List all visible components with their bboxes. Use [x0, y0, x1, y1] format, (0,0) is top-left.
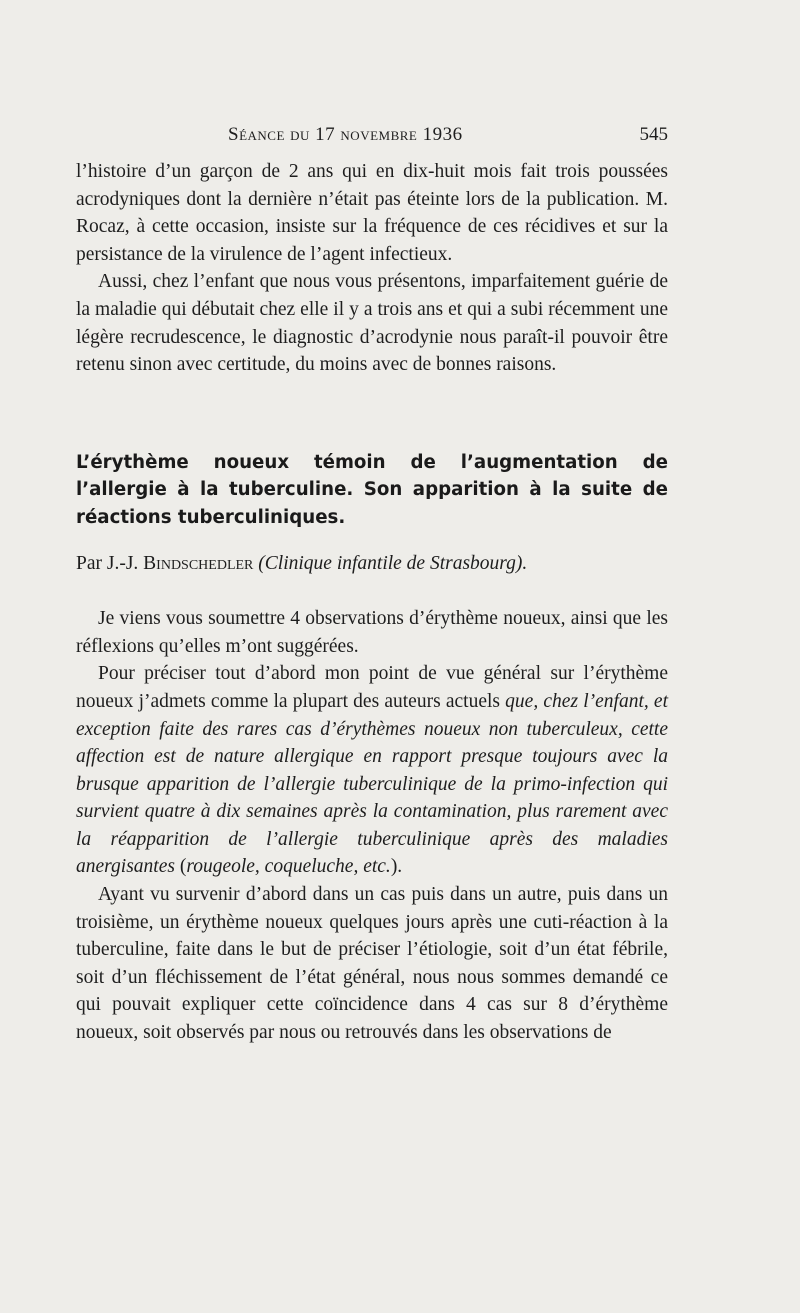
page-number: 545 — [639, 124, 668, 145]
running-head-title: Séance du 17 novembre 1936 — [228, 124, 463, 145]
author-name: J.-J. Bindschedler — [106, 552, 254, 574]
viewpoint-start: Pour préciser tout d’abord mon point de vue général sur l’érythème noueux j’admets comme la plupart des auteurs actuels — [76, 663, 668, 712]
page — [76, 120, 668, 1047]
viewpoint-examples: rougeole, coqueluche, etc. — [186, 856, 391, 878]
byline — [76, 550, 668, 578]
paragraph-observations: Ayant vu survenir d’abord dans un cas puis dans un autre, puis dans un troisième, un érythème noueux quelques jours après une cuti-réaction à la tuberculine, faite dans le but de préciser l’étiologie, soit d’un état fébrile, soit d’un fléchissement de l’état général, nous nous sommes demandé ce qui pouvait expliquer cette coïncidence dans 4 cas sur 8 d’érythème noueux, soit observés par nous ou retrouvés dans les observations de — [76, 884, 668, 1044]
article-title: L’érythème noueux témoin de l’augmentation de l’allergie à la tuberculine. Son apparition à la suite de réactions tuberculiniques. — [76, 451, 668, 528]
author-affiliation: (Clinique infantile de Strasbourg). — [258, 552, 528, 574]
viewpoint-italic: que, chez l’enfant, et exception faite des rares cas d’érythèmes noueux non tuberculeux, cette affection est de nature allergique en rapport presque toujours avec la brusque apparition de l’allergie tuberculinique de la primo-infection qui survient quatre à dix semaines après la contamination, plus rarement avec la réapparition de l’allergie tuberculinique après des maladies anergisantes — [76, 690, 668, 878]
paragraph-viewpoint — [76, 660, 668, 881]
paragraph-intro: Je viens vous soumettre 4 observations d’érythème noueux, ainsi que les réflexions qu’elles m’ont suggérées. — [76, 608, 668, 657]
viewpoint-paren-close: ). — [390, 856, 403, 878]
running-head — [76, 120, 668, 150]
paragraph-continued: l’histoire d’un garçon de 2 ans qui en dix-huit mois fait trois poussées acrodyniques dont la dernière n’était pas éteinte lors de la publication. M. Rocaz, à cette occasion, insiste sur la fréquence de ces récidives et sur la persistance de la virulence de l’agent infectieux. — [76, 161, 668, 265]
paragraph-acrodynie: Aussi, chez l’enfant que nous vous présentons, imparfaitement guérie de la maladie qui débutait chez elle il y a trois ans et qui a subi récemment une légère recrudescence, le diagnostic d’acrodynie nous paraît-il pouvoir être retenu sinon avec certitude, du moins avec de bonnes raisons. — [76, 271, 668, 376]
viewpoint-paren-open: ( — [174, 856, 187, 878]
byline-prefix: Par — [76, 552, 102, 574]
